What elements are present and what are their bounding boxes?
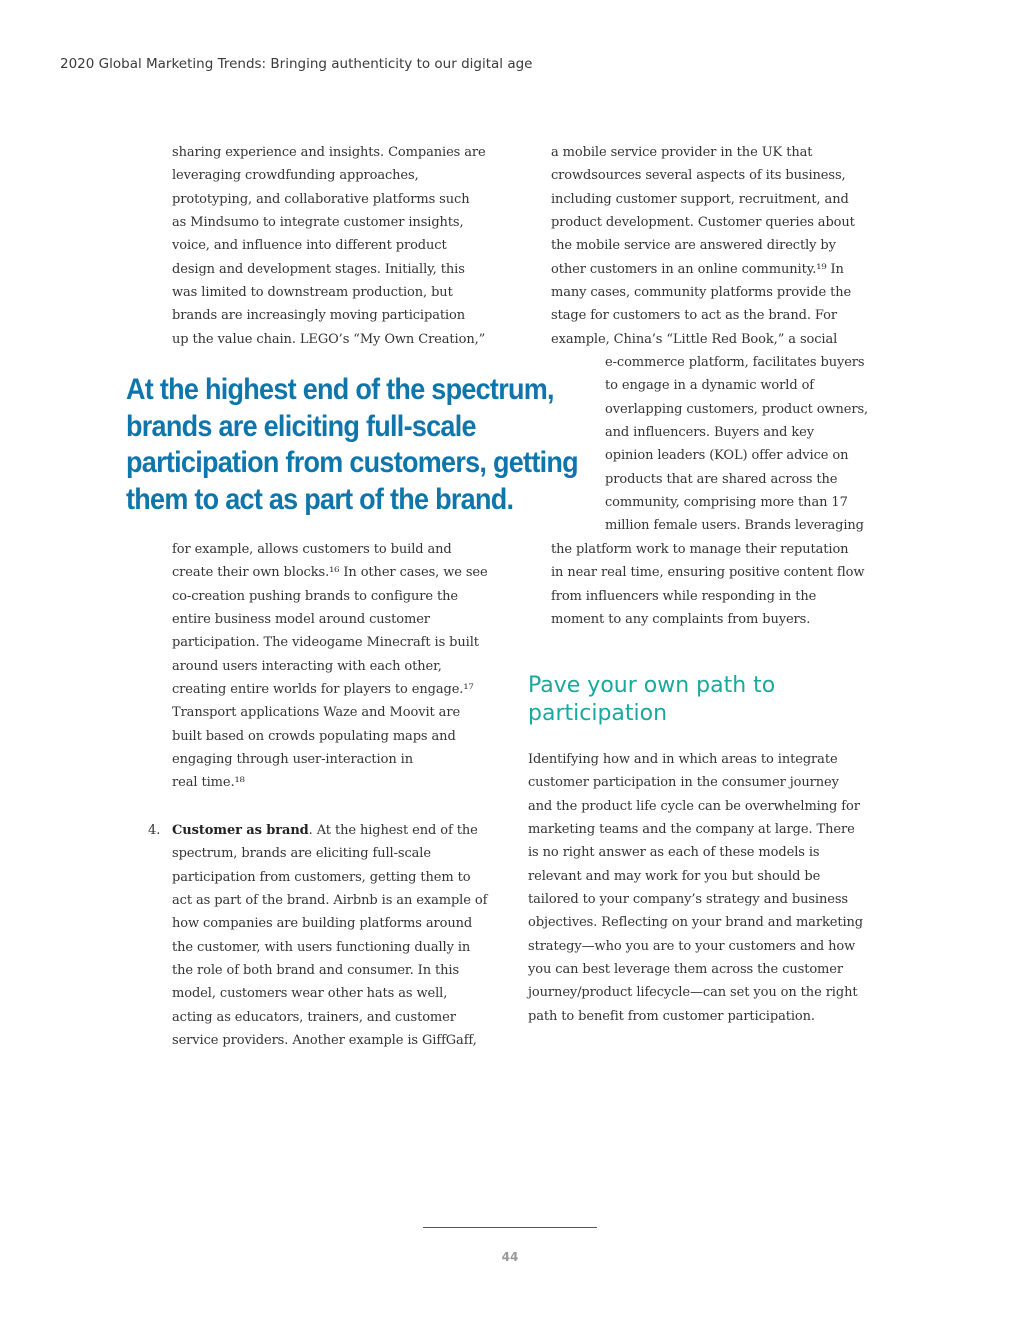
text-line: other customers in an online community.¹⁹ In [551, 261, 844, 277]
text-line: the platform work to manage their reputation [551, 542, 849, 557]
text-line: product development. Customer queries about [551, 215, 855, 231]
list-item-customer-as-brand [172, 819, 487, 1052]
text-line: brands are eliciting full-scale [126, 409, 476, 443]
text-line: sharing experience and insights. Companies are [172, 145, 486, 160]
text-line: including customer support, recruitment, and [551, 191, 849, 207]
text-line: real time.¹⁸ [172, 775, 245, 791]
text-line: marketing teams and the company at large. There [528, 822, 855, 838]
text-line: Transport applications Waze and Moovit are [172, 705, 461, 721]
text-line: objectives. Reflecting on your brand and marketing [528, 915, 863, 931]
text-line: Identifying how and in which areas to integrate [528, 752, 838, 767]
text-line: community, comprising more than 17 [605, 495, 848, 511]
text-line: voice, and influence into different product [172, 238, 447, 254]
text-line: design and development stages. Initially, this [172, 261, 465, 277]
section-body-text [528, 748, 863, 1028]
text-line: leveraging crowdfunding approaches, [172, 168, 419, 184]
text-line: act as part of the brand. Airbnb is an example of [172, 893, 488, 909]
page-number: 44 [501, 1250, 519, 1264]
text-line: customer participation in the consumer journey [528, 775, 839, 791]
pull-quote [126, 372, 578, 519]
text-line: for example, allows customers to build and [172, 542, 452, 557]
text-line: from influencers while responding in the [551, 588, 817, 604]
running-header: 2020 Global Marketing Trends: Bringing authenticity to our digital age [60, 56, 533, 72]
text-line: service providers. Another example is GiffGaff, [172, 1033, 477, 1049]
text-line: participation. The videogame Minecraft is built [172, 635, 479, 651]
text-line: journey/product lifecycle—can set you on the right [528, 985, 858, 1001]
text-line: moment to any complaints from buyers. [551, 612, 811, 628]
text-line: participation from customers, getting [126, 446, 578, 480]
text-line: how companies are building platforms around [172, 916, 473, 932]
text-line: path to benefit from customer participation. [528, 1008, 815, 1024]
text-line: in near real time, ensuring positive content flow [551, 565, 865, 581]
text-line: brands are increasingly moving participation [172, 308, 466, 324]
text-line: creating entire worlds for players to engage.¹⁷ [172, 682, 474, 698]
body-text-right-top [551, 141, 855, 351]
text-line: many cases, community platforms provide the [551, 285, 852, 301]
text-line: million female users. Brands leveraging [605, 518, 864, 534]
list-item-text: . At the highest end of the [308, 823, 478, 838]
text-line: the customer, with users functioning dually in [172, 939, 471, 955]
text-line: products that are shared across the [605, 471, 838, 487]
section-heading [528, 672, 775, 728]
text-line: around users interacting with each other, [172, 658, 442, 674]
text-line: stage for customers to act as the brand. For [551, 308, 837, 324]
text-line: entire business model around customer [172, 612, 430, 628]
text-line: them to act as part of the brand. [126, 483, 514, 517]
text-line: participation [528, 701, 668, 726]
body-text-left-top [172, 141, 486, 351]
list-item-first-line [172, 819, 487, 842]
text-line: the mobile service are answered directly by [551, 238, 836, 254]
text-line: strategy—who you are to your customers and how [528, 938, 856, 954]
text-line: opinion leaders (KOL) offer advice on [605, 448, 849, 464]
text-line: and influencers. Buyers and key [605, 425, 815, 441]
text-line: At the highest end of the spectrum, [126, 373, 554, 406]
text-line: a mobile service provider in the UK that [551, 145, 813, 160]
text-line: participation from customers, getting them to [172, 869, 471, 885]
text-line: you can best leverage them across the customer [528, 962, 843, 978]
body-text-left-middle [172, 538, 488, 795]
text-line: acting as educators, trainers, and customer [172, 1009, 456, 1025]
text-line: is no right answer as each of these models is [528, 845, 820, 861]
list-item-title: Customer as brand [172, 823, 309, 838]
text-line: Pave your own path to [528, 673, 776, 698]
body-text-right-indented [605, 351, 868, 538]
text-line: up the value chain. LEGO’s “My Own Creation,” [172, 331, 486, 347]
footer-divider [423, 1227, 597, 1228]
text-line: model, customers wear other hats as well, [172, 986, 448, 1002]
text-line: tailored to your company’s strategy and business [528, 892, 848, 908]
text-line: relevant and may work for you but should be [528, 868, 821, 884]
text-line: spectrum, brands are eliciting full-scale [172, 846, 431, 862]
text-line: crowdsources several aspects of its business, [551, 168, 846, 184]
body-text-right-after [551, 538, 864, 631]
text-line: overlapping customers, product owners, [605, 401, 869, 417]
text-line: and the product life cycle can be overwhelming for [528, 798, 860, 814]
text-line: was limited to downstream production, but [172, 285, 453, 301]
text-line: built based on crowds populating maps and [172, 728, 456, 744]
text-line: create their own blocks.¹⁶ In other cases, we see [172, 565, 488, 581]
text-line: example, China’s “Little Red Book,” a social [551, 331, 838, 347]
text-line: to engage in a dynamic world of [605, 378, 815, 394]
text-line: the role of both brand and consumer. In this [172, 963, 460, 979]
text-line: prototyping, and collaborative platforms such [172, 191, 470, 207]
list-number: 4. [148, 823, 161, 838]
text-line: as Mindsumo to integrate customer insights, [172, 215, 464, 231]
text-line: engaging through user-interaction in [172, 752, 413, 768]
text-line: e-commerce platform, facilitates buyers [605, 355, 865, 370]
text-line: co-creation pushing brands to configure the [172, 588, 459, 604]
